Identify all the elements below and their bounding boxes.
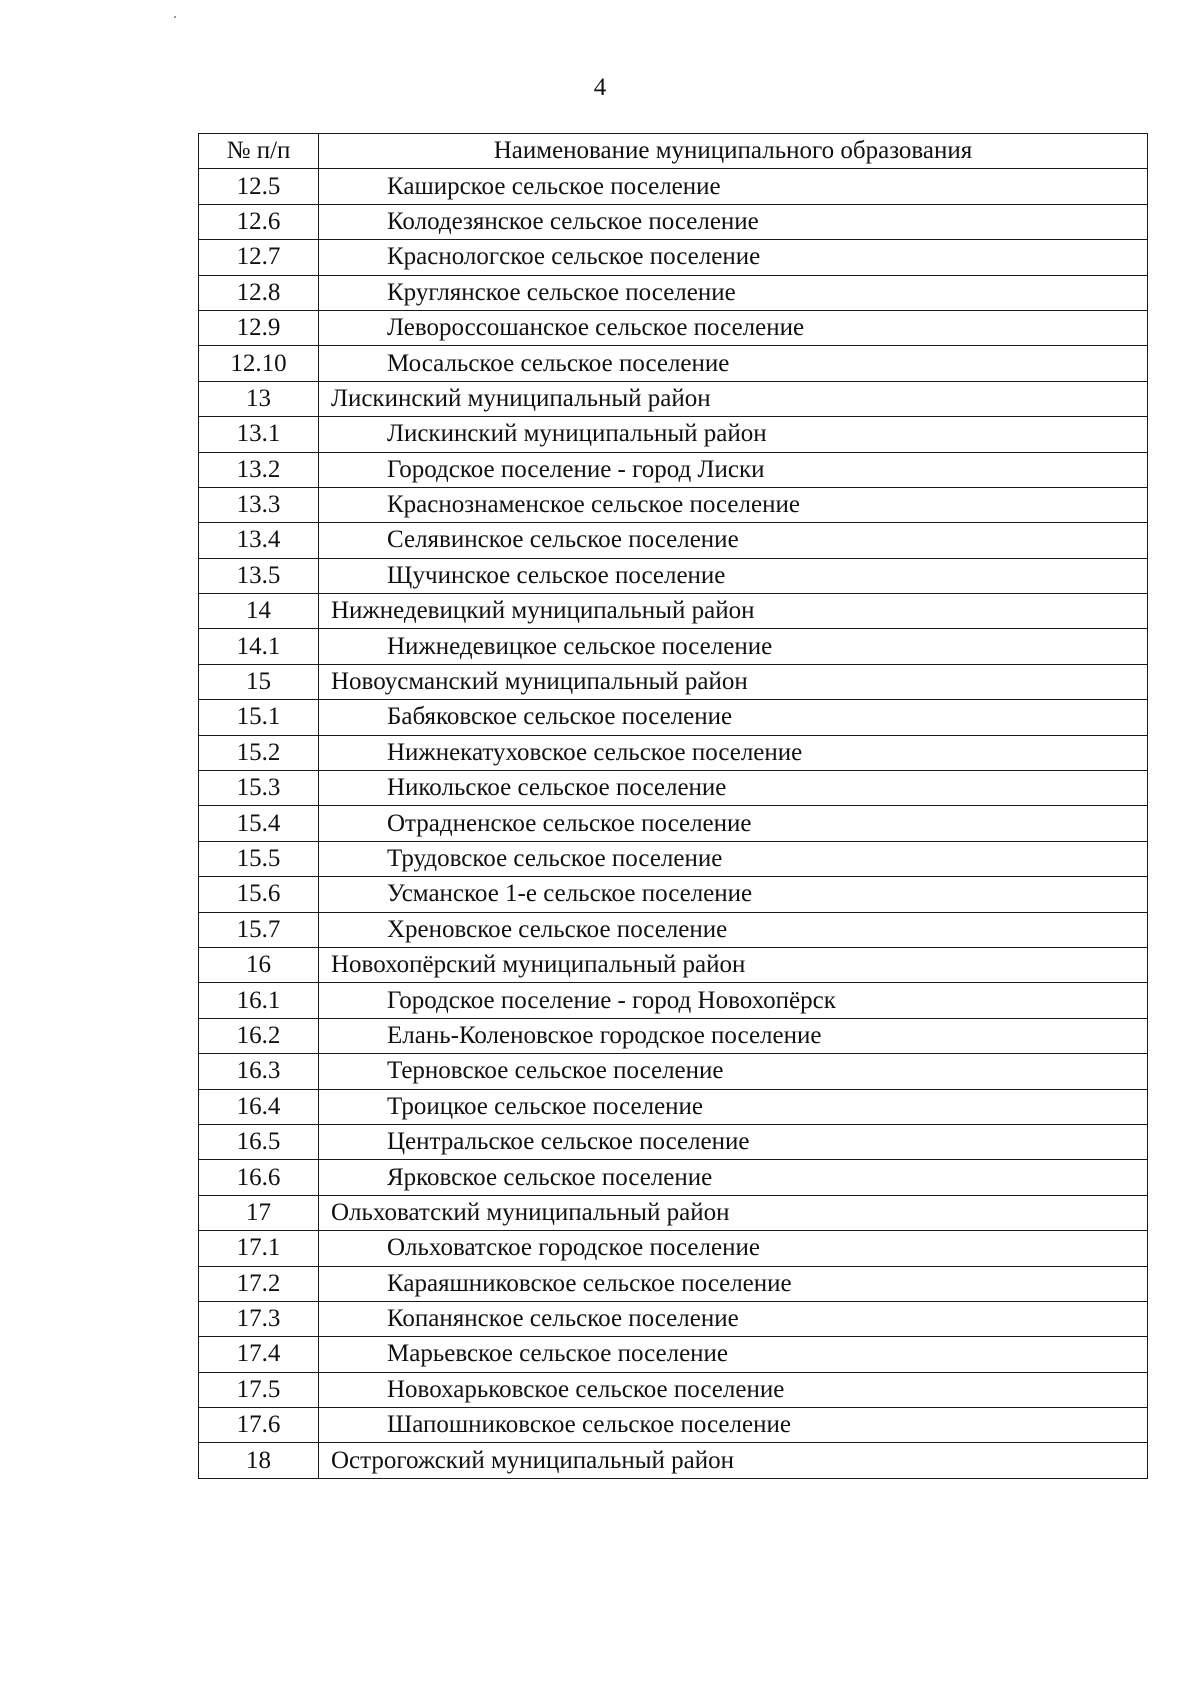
- row-number: 17: [199, 1195, 319, 1230]
- settlement-name: Левороссошанское сельское поселение: [319, 310, 1148, 345]
- table-row: [199, 947, 1148, 982]
- row-number: 17.3: [199, 1301, 319, 1336]
- settlement-name: Колодезянское сельское поселение: [319, 204, 1148, 239]
- row-number: 16.6: [199, 1160, 319, 1195]
- row-number: 15.2: [199, 735, 319, 770]
- column-header-number: № п/п: [199, 134, 319, 169]
- settlement-name: Копанянское сельское поселение: [319, 1301, 1148, 1336]
- table-row: [199, 700, 1148, 735]
- table-row: [199, 487, 1148, 522]
- district-name: Новохопёрский муниципальный район: [319, 947, 1148, 982]
- table-row: [199, 452, 1148, 487]
- table-row: [199, 1408, 1148, 1443]
- settlement-name: Центральское сельское поселение: [319, 1124, 1148, 1159]
- row-number: 15.1: [199, 700, 319, 735]
- table-row: [199, 1231, 1148, 1266]
- table-row: [199, 240, 1148, 275]
- settlement-name: Городское поселение - город Лиски: [319, 452, 1148, 487]
- settlement-name: Городское поселение - город Новохопёрск: [319, 983, 1148, 1018]
- table-row: [199, 1160, 1148, 1195]
- row-number: 16.4: [199, 1089, 319, 1124]
- row-number: 16: [199, 947, 319, 982]
- table-row: [199, 841, 1148, 876]
- table-row: [199, 983, 1148, 1018]
- table-row: [199, 735, 1148, 770]
- row-number: 14.1: [199, 629, 319, 664]
- settlement-name: Краснознаменское сельское поселение: [319, 487, 1148, 522]
- settlement-name: Новохарьковское сельское поселение: [319, 1372, 1148, 1407]
- settlement-name: Каширское сельское поселение: [319, 169, 1148, 204]
- settlement-name: Хреновское сельское поселение: [319, 912, 1148, 947]
- settlement-name: Трудовское сельское поселение: [319, 841, 1148, 876]
- table-row: [199, 169, 1148, 204]
- table-row: [199, 877, 1148, 912]
- settlement-name: Нижнекатуховское сельское поселение: [319, 735, 1148, 770]
- table-row: [199, 1372, 1148, 1407]
- settlement-name: Круглянское сельское поселение: [319, 275, 1148, 310]
- row-number: 12.10: [199, 346, 319, 381]
- table-row: [199, 771, 1148, 806]
- row-number: 17.2: [199, 1266, 319, 1301]
- table-row: [199, 523, 1148, 558]
- page-number: 4: [593, 74, 607, 101]
- settlement-name: Марьевское сельское поселение: [319, 1337, 1148, 1372]
- row-number: 13.4: [199, 523, 319, 558]
- row-number: 16.1: [199, 983, 319, 1018]
- table-row: [199, 275, 1148, 310]
- row-number: 13.5: [199, 558, 319, 593]
- settlement-name: Никольское сельское поселение: [319, 771, 1148, 806]
- table-row: [199, 1266, 1148, 1301]
- district-name: Лискинский муниципальный район: [319, 381, 1148, 416]
- district-name: Ольховатский муниципальный район: [319, 1195, 1148, 1230]
- row-number: 12.7: [199, 240, 319, 275]
- row-number: 12.6: [199, 204, 319, 239]
- row-number: 12.8: [199, 275, 319, 310]
- row-number: 18: [199, 1443, 319, 1478]
- settlement-name: Мосальское сельское поселение: [319, 346, 1148, 381]
- district-name: Новоусманский муниципальный район: [319, 664, 1148, 699]
- row-number: 12.5: [199, 169, 319, 204]
- table-row: [199, 1124, 1148, 1159]
- district-name: Острогожский муниципальный район: [319, 1443, 1148, 1478]
- table-row: [199, 1301, 1148, 1336]
- settlement-name: Краснологское сельское поселение: [319, 240, 1148, 275]
- municipal-formations-table: [198, 133, 1148, 1479]
- row-number: 15.4: [199, 806, 319, 841]
- settlement-name: Щучинское сельское поселение: [319, 558, 1148, 593]
- table-row: [199, 346, 1148, 381]
- settlement-name: Ярковское сельское поселение: [319, 1160, 1148, 1195]
- table-row: [199, 1195, 1148, 1230]
- settlement-name: Терновское сельское поселение: [319, 1054, 1148, 1089]
- table-row: [199, 664, 1148, 699]
- settlement-name: Селявинское сельское поселение: [319, 523, 1148, 558]
- settlement-name: Караяшниковское сельское поселение: [319, 1266, 1148, 1301]
- row-number: 13.2: [199, 452, 319, 487]
- row-number: 13.3: [199, 487, 319, 522]
- row-number: 16.3: [199, 1054, 319, 1089]
- table-row: [199, 381, 1148, 416]
- table-row: [199, 629, 1148, 664]
- row-number: 16.2: [199, 1018, 319, 1053]
- settlement-name: Бабяковское сельское поселение: [319, 700, 1148, 735]
- row-number: 13: [199, 381, 319, 416]
- table-row: [199, 1443, 1148, 1478]
- settlement-name: Отрадненское сельское поселение: [319, 806, 1148, 841]
- row-number: 15.6: [199, 877, 319, 912]
- settlement-name: Шапошниковское сельское поселение: [319, 1408, 1148, 1443]
- row-number: 15.7: [199, 912, 319, 947]
- table-header-row: [199, 134, 1148, 169]
- column-header-name: Наименование муниципального образования: [319, 134, 1148, 169]
- table-row: [199, 1054, 1148, 1089]
- settlement-name: Ольховатское городское поселение: [319, 1231, 1148, 1266]
- row-number: 15.3: [199, 771, 319, 806]
- row-number: 17.6: [199, 1408, 319, 1443]
- row-number: 16.5: [199, 1124, 319, 1159]
- row-number: 15.5: [199, 841, 319, 876]
- table-row: [199, 1089, 1148, 1124]
- row-number: 13.1: [199, 417, 319, 452]
- row-number: 17.1: [199, 1231, 319, 1266]
- settlement-name: Лискинский муниципальный район: [319, 417, 1148, 452]
- row-number: 17.4: [199, 1337, 319, 1372]
- row-number: 15: [199, 664, 319, 699]
- table-body: [199, 169, 1148, 1478]
- row-number: 12.9: [199, 310, 319, 345]
- table-row: [199, 806, 1148, 841]
- table-row: [199, 1018, 1148, 1053]
- table-row: [199, 417, 1148, 452]
- settlement-name: Нижнедевицкое сельское поселение: [319, 629, 1148, 664]
- settlement-name: Елань-Коленовское городское поселение: [319, 1018, 1148, 1053]
- scan-speck: [174, 16, 176, 18]
- table-row: [199, 912, 1148, 947]
- district-name: Нижнедевицкий муниципальный район: [319, 594, 1148, 629]
- table-row: [199, 558, 1148, 593]
- table-row: [199, 1337, 1148, 1372]
- row-number: 14: [199, 594, 319, 629]
- table-row: [199, 310, 1148, 345]
- table-row: [199, 204, 1148, 239]
- table-row: [199, 594, 1148, 629]
- row-number: 17.5: [199, 1372, 319, 1407]
- settlement-name: Троицкое сельское поселение: [319, 1089, 1148, 1124]
- settlement-name: Усманское 1-е сельское поселение: [319, 877, 1148, 912]
